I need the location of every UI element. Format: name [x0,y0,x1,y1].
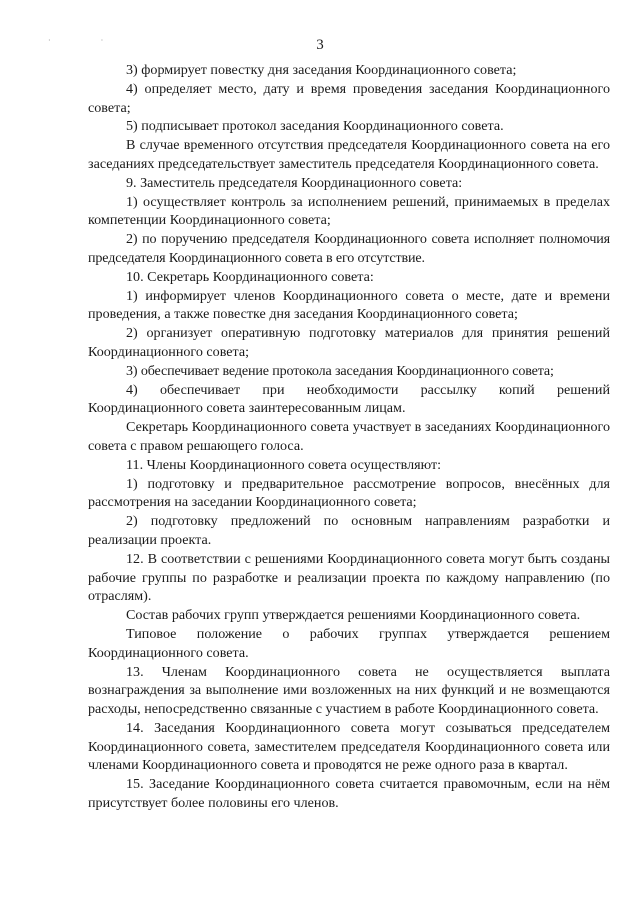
paragraph: 1) подготовку и предварительное рассмотрение вопросов, внесённых для рассмотрения на заседании Координационного совета; [88,475,610,511]
paragraph: Состав рабочих групп утверждается решениями Координационного совета. [126,607,581,624]
paragraph: 2) по поручению председателя Координационного совета исполняет полномочия председателя Координационного совета в его отсутствие. [88,231,610,266]
paragraph: 1) осуществляет контроль за исполнением решений, принимаемых в пределах компетенции Координационного совета; [88,193,610,229]
scan-specks: · · [48,36,128,45]
document-body [88,61,610,813]
paragraph: Секретарь Координационного совета участвует в заседаниях Координационного совета с правом решающего голоса. [88,419,610,454]
paragraph: 13. Членам Координационного совета не осуществляется выплата вознаграждения за выполнение ими возложенных на них функций и не возмещаются расходы, непосредственно связанные с участием в работе Координационного совета. [88,663,610,718]
paragraph: В случае временного отсутствия председателя Координационного совета на его заседаниях председательствует заместитель председателя Координационного совета. [88,137,610,172]
paragraph: 4) обеспечивает при необходимости рассылку копий решений Координационного совета заинтересованным лицам. [88,381,610,417]
paragraph: 15. Заседание Координационного совета считается правомочным, если на нём присутствует более половины его членов. [88,776,610,812]
page-number: 3 [316,37,324,53]
paragraph: 2) организует оперативную подготовку материалов для принятия решений Координационного совета; [88,325,610,360]
paragraph: 11. Члены Координационного совета осуществляют: [126,456,442,473]
paragraph: 12. В соответствии с решениями Координационного совета могут быть созданы рабочие группы по разработке и реализации проекта по каждому направлению (по отраслям). [88,550,610,605]
paragraph: 2) подготовку предложений по основным направлениям разработки и реализации проекта. [88,513,610,548]
paragraph: 9. Заместитель председателя Координационного совета: [126,174,463,191]
paragraph: 5) подписывает протокол заседания Координационного совета. [126,118,504,135]
paragraph: 14. Заседания Координационного совета могут созываться председателем Координационного совета, заместителем председателя Координационного совета или членами Координационного совета и проводятся не реже одного раза в квартал. [88,719,610,774]
paragraph: 10. Секретарь Координационного совета: [126,268,374,285]
paragraph: 3) обеспечивает ведение протокола заседания Координационного совета; [126,362,554,379]
paragraph: 1) информирует членов Координационного совета о месте, дате и времени проведения, а также повестке дня заседания Координационного совета; [88,287,610,323]
paragraph: 3) формирует повестку дня заседания Координационного совета; [126,62,517,78]
paragraph: 4) определяет место, дату и время проведения заседания Координационного совета; [88,80,610,116]
paragraph: Типовое положение о рабочих группах утверждается решением Координационного совета. [88,625,610,661]
